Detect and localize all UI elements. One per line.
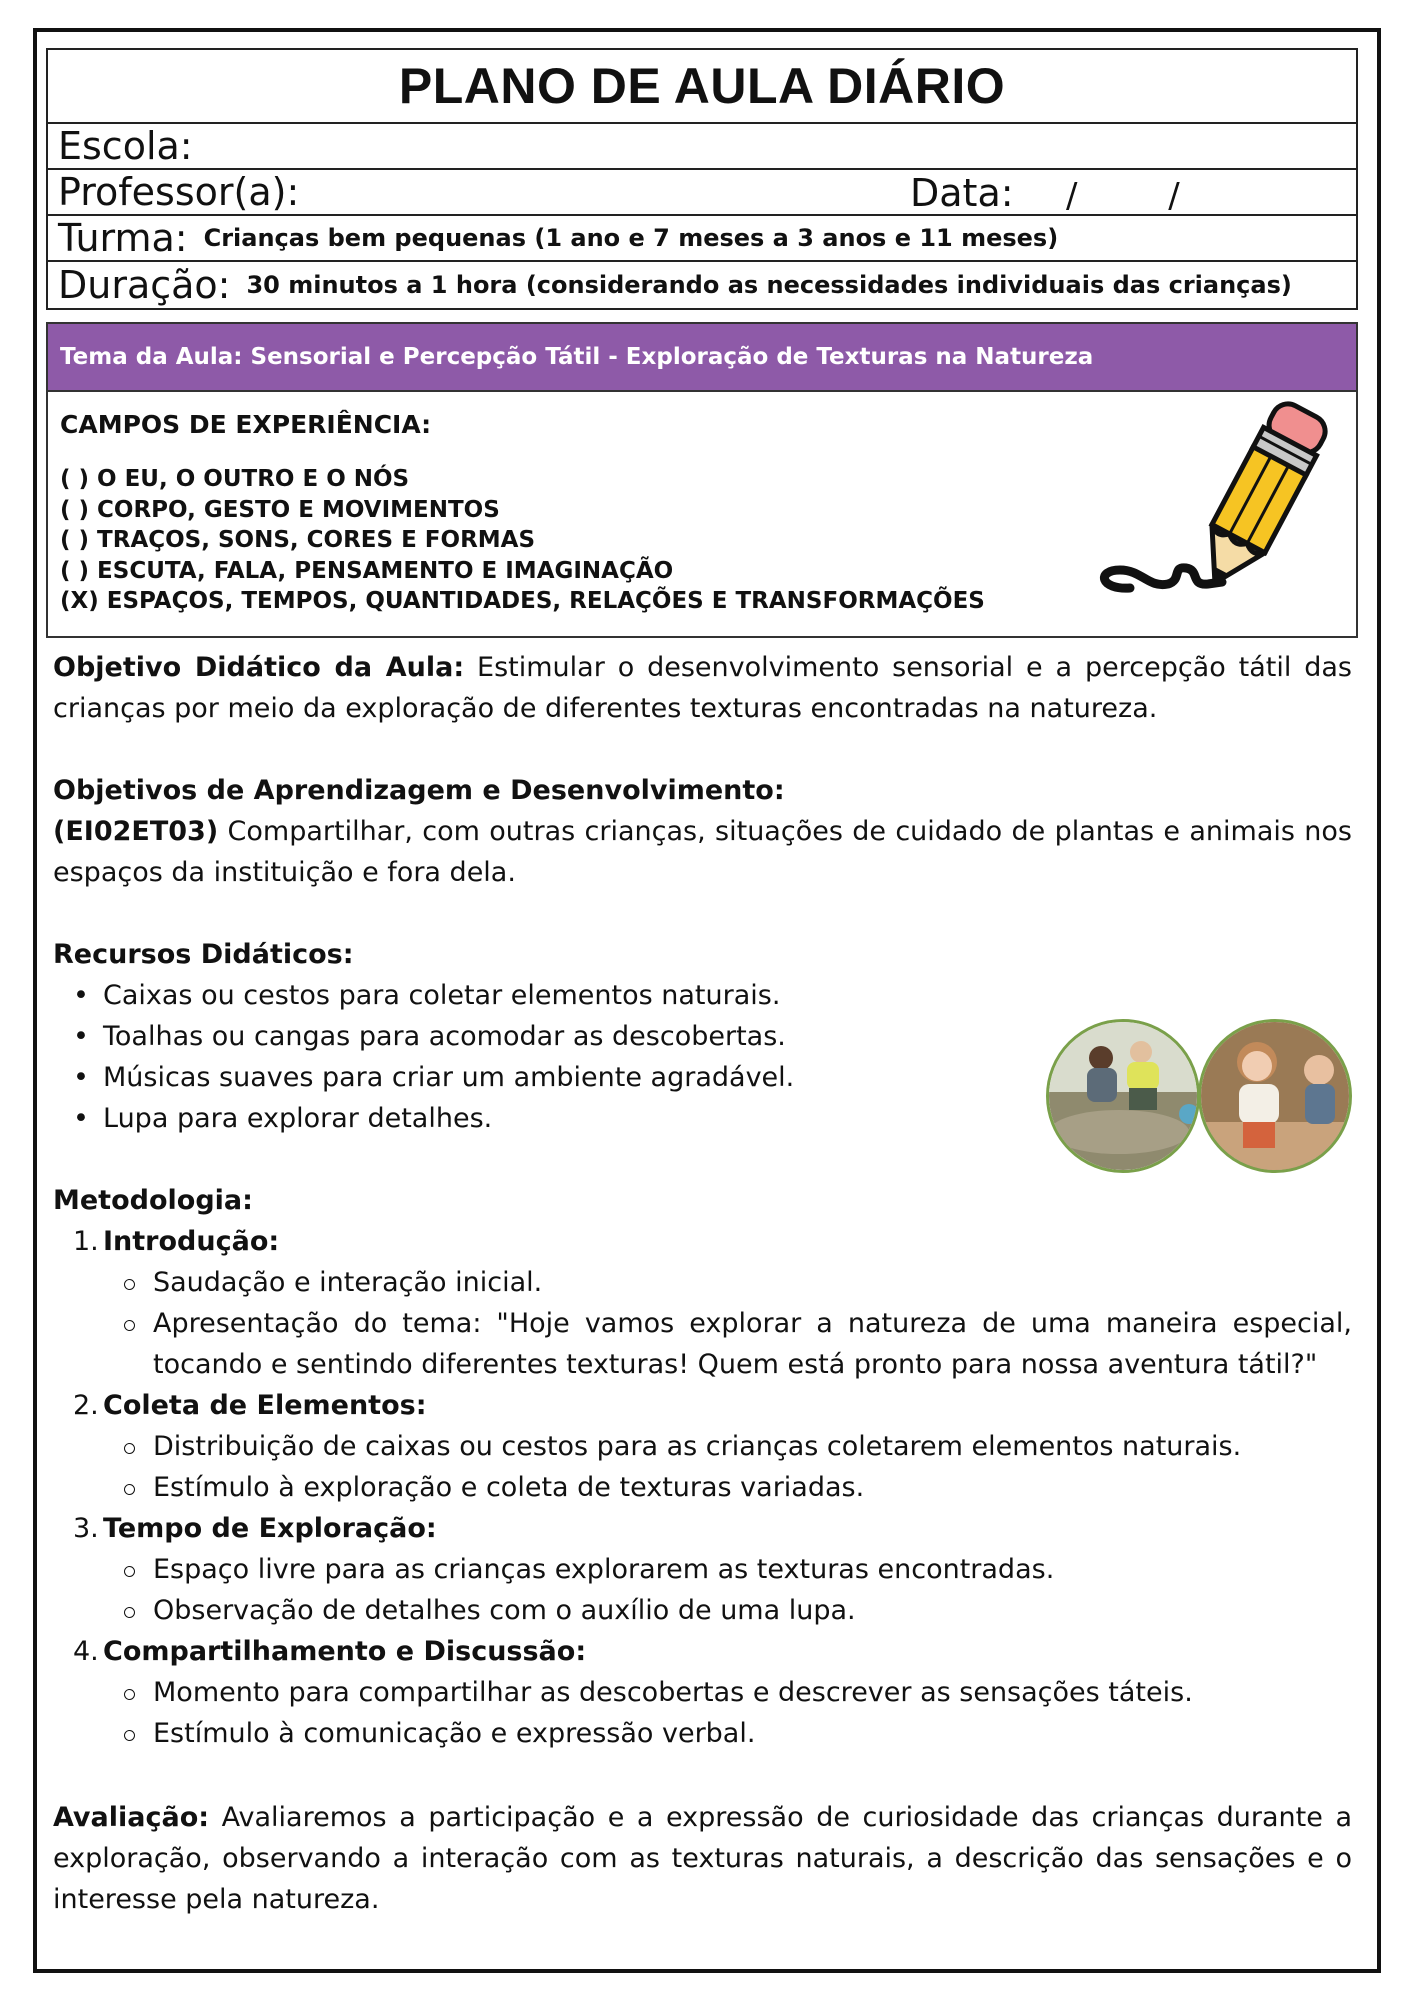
metodologia-step bbox=[53, 1631, 1352, 1672]
theme-bar bbox=[46, 322, 1358, 392]
campos-title: CAMPOS DE EXPERIÊNCIA: bbox=[60, 410, 432, 439]
aprendizagem-heading: Objetivos de Aprendizagem e Desenvolvimento: bbox=[53, 775, 785, 806]
duracao-value: 30 minutos a 1 hora (considerando as necessidades individuais das crianças) bbox=[246, 271, 1292, 299]
step-item: Espaço livre para as crianças explorarem as texturas encontradas. bbox=[53, 1549, 1352, 1590]
campo-item: ( ) ESCUTA, FALA, PENSAMENTO E IMAGINAÇÃO bbox=[60, 557, 674, 584]
step-title: Tempo de Exploração: bbox=[103, 1513, 437, 1544]
header-box bbox=[46, 48, 1358, 310]
campos-box bbox=[46, 390, 1358, 638]
page-title: PLANO DE AULA DIÁRIO bbox=[398, 58, 1006, 114]
step-item: Distribuição de caixas ou cestos para as crianças coletarem elementos naturais. bbox=[53, 1426, 1352, 1467]
step-item: Saudação e interação inicial. bbox=[53, 1262, 1352, 1303]
metodologia-section bbox=[53, 1180, 1352, 1754]
duracao-label: Duração: bbox=[58, 263, 231, 307]
step-number: 2. bbox=[73, 1390, 99, 1421]
objetivo-label: Objetivo Didático da Aula: bbox=[53, 652, 465, 683]
step-item: Apresentação do tema: "Hoje vamos explorar a natureza de uma maneira especial, tocando e sentindo diferentes texturas! Quem está pronto para nossa aventura tátil?" bbox=[53, 1303, 1352, 1385]
data-label: Data: bbox=[910, 171, 1014, 215]
metodologia-step bbox=[53, 1385, 1352, 1426]
escola-label: Escola: bbox=[58, 124, 193, 168]
aprendizagem-code: (EI02ET03) bbox=[53, 816, 219, 847]
avaliacao-text: Avaliaremos a participação e a expressão de curiosidade das crianças durante a exploração, observando a interação com as texturas naturais, a descrição das sensações e o interesse pela natureza. bbox=[53, 1802, 1352, 1915]
aprendizagem-paragraph bbox=[53, 811, 1352, 893]
step-item: Observação de detalhes com o auxílio de uma lupa. bbox=[53, 1590, 1352, 1631]
objetivo-text: Estimular o desenvolvimento sensorial e a percepção tátil das crianças por meio da exploração de diferentes texturas encontradas na natureza. bbox=[53, 652, 1352, 724]
metodologia-step bbox=[53, 1508, 1352, 1549]
step-item: Estímulo à comunicação e expressão verbal. bbox=[53, 1713, 1352, 1754]
step-title: Introdução: bbox=[103, 1226, 280, 1257]
avaliacao-label: Avaliação: bbox=[53, 1802, 210, 1833]
step-number: 4. bbox=[73, 1636, 99, 1667]
recursos-heading: Recursos Didáticos: bbox=[53, 939, 354, 970]
escola-row bbox=[48, 124, 1356, 170]
recursos-list bbox=[53, 975, 794, 1139]
pencil-icon bbox=[1090, 398, 1340, 613]
campo-item: (X) ESPAÇOS, TEMPOS, QUANTIDADES, RELAÇÕES E TRANSFORMAÇÕES bbox=[60, 588, 985, 614]
step-number: 1. bbox=[73, 1226, 99, 1257]
turma-label: Turma: bbox=[58, 216, 188, 260]
step-item: Estímulo à exploração e coleta de texturas variadas. bbox=[53, 1467, 1352, 1508]
data-slashes: / / bbox=[1066, 176, 1220, 216]
theme-text: Tema da Aula: Sensorial e Percepção Tátil - Exploração de Texturas na Natureza bbox=[60, 344, 1094, 370]
recurso-item: • Músicas suaves para criar um ambiente agradável. bbox=[53, 1057, 794, 1098]
campo-item: ( ) CORPO, GESTO E MOVIMENTOS bbox=[60, 496, 500, 523]
campos-list bbox=[60, 464, 985, 617]
professor-label: Professor(a): bbox=[58, 170, 300, 214]
campo-item: ( ) TRAÇOS, SONS, CORES E FORMAS bbox=[60, 527, 536, 553]
professor-row bbox=[48, 170, 1356, 216]
children-running-photo bbox=[1198, 1019, 1352, 1173]
recurso-item: • Lupa para explorar detalhes. bbox=[53, 1098, 794, 1139]
title-row bbox=[48, 50, 1356, 124]
metodologia-step bbox=[53, 1221, 1352, 1262]
turma-row bbox=[48, 216, 1356, 262]
step-title: Compartilhamento e Discussão: bbox=[103, 1636, 587, 1667]
metodologia-heading: Metodologia: bbox=[53, 1185, 253, 1216]
step-item: Momento para compartilhar as descobertas e descrever as sensações táteis. bbox=[53, 1672, 1352, 1713]
objetivo-paragraph bbox=[53, 647, 1352, 729]
duracao-row bbox=[48, 262, 1356, 308]
children-playing-photo bbox=[1046, 1019, 1200, 1173]
campo-item: ( ) O EU, O OUTRO E O NÓS bbox=[60, 466, 410, 492]
step-title: Coleta de Elementos: bbox=[103, 1390, 427, 1421]
turma-value: Crianças bem pequenas (1 ano e 7 meses a 3 anos e 11 meses) bbox=[203, 224, 1059, 252]
recurso-item: • Caixas ou cestos para coletar elementos naturais. bbox=[53, 975, 794, 1016]
step-number: 3. bbox=[73, 1513, 99, 1544]
recurso-item: • Toalhas ou cangas para acomodar as descobertas. bbox=[53, 1016, 794, 1057]
avaliacao-paragraph bbox=[53, 1797, 1352, 1920]
aprendizagem-text: Compartilhar, com outras crianças, situações de cuidado de plantas e animais nos espaços da instituição e fora dela. bbox=[53, 816, 1352, 888]
